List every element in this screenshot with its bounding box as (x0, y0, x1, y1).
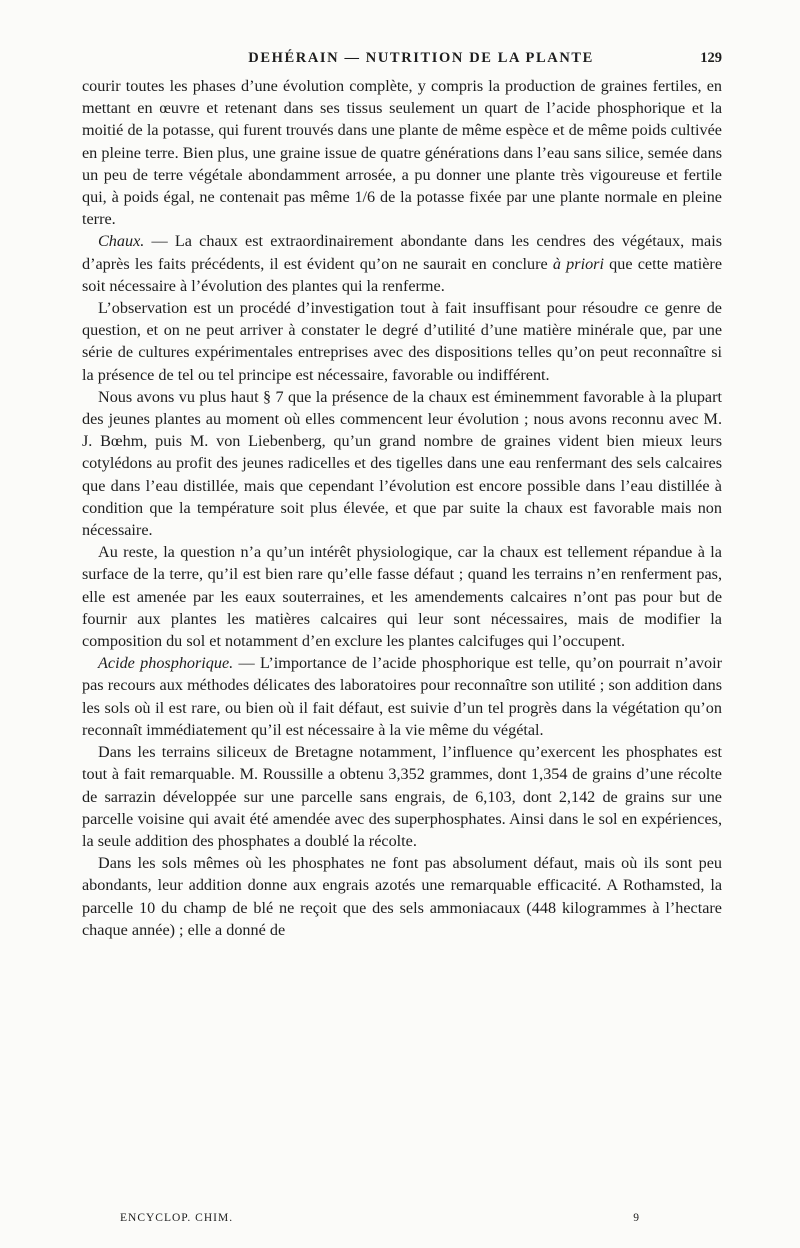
running-title: DEHÉRAIN — NUTRITION DE LA PLANTE (248, 50, 594, 66)
footer-signature: ENCYCLOP. CHIM. (120, 1212, 234, 1224)
page-number: 129 (700, 50, 722, 66)
running-header (82, 50, 722, 67)
body-text (82, 75, 722, 941)
paragraph-7: Dans les terrains siliceux de Bretagne notamment, l’influence qu’exercent les phosphates est tout à fait remarquable. M. Roussille a obtenu 3,352 grammes, dont 1,354 de grains d’une récolte de sarrazin développée sur une parcelle sans engrais, de 6,103, dont 2,142 de grains sur une parcelle voisine qui avait été amendée avec des superphosphates. Ainsi dans le sol en expériences, la seule addition des phosphates a doublé la récolte. (82, 743, 722, 850)
paragraph-5: Au reste, la question n’a qu’un intérêt physiologique, car la chaux est tellement répandue à la surface de la terre, qu’il est bien rare qu’elle fasse défaut ; quand les terrains n’en renferment pas, elle est amenée par les eaux souterraines, et les amendements calcaires n’ont pas pour but de fournir aux plantes les matières calcaires qui leur sont nécessaires, mais de modifier la composition du sol et notamment d’en exclure les plantes calcifuges qui l’occupent. (82, 543, 722, 651)
paragraph-8: Dans les sols mêmes où les phosphates ne font pas absolument défaut, mais où ils sont peu abondants, leur addition donne aux engrais azotés une remarquable efficacité. A Rothamsted, la parcelle 10 du champ de blé ne reçoit que des sels ammoniacaux (448 kilogrammes à l’hectare chaque année) ; elle a donné de (82, 854, 722, 939)
section-lead-acide: Acide phosphorique. (98, 654, 234, 673)
section-lead-chaux: Chaux. (98, 232, 145, 251)
paragraph-4: Nous avons vu plus haut § 7 que la présence de la chaux est éminemment favorable à la plupart des jeunes plantes au moment où elles commencent leur évolution ; nous avons reconnu avec M. J. Bœhm, puis M. von Liebenberg, qu’un grand nombre de graines vident bien mieux leurs cotylédons au profit des jeunes radicelles et des tigelles dans une eau renfermant des sels calcaires que dans l’eau distillée, mais que cependant l’évolution est encore possible dans l’eau distillée à condition que la température soit plus élevée, et que par suite la chaux est favorable mais non nécessaire. (82, 387, 722, 540)
paragraph-1: courir toutes les phases d’une évolution complète, y compris la production de graines fertiles, en mettant en œuvre et retenant dans ses tissus seulement un quart de l’acide phosphorique et la moitié de la potasse, qui furent trouvés dans une plante de même espèce et de même poids cultivée en pleine terre. Bien plus, une graine issue de quatre générations dans l’eau sans silice, semée dans un peu de terre végétale abondamment arrosée, a pu donner une plante très vigoureuse et fertile qui, à poids égal, ne contenait pas même 1/6 de la potasse fixée par une plante normale en pleine terre. (82, 77, 722, 229)
paragraph-acide-phosphorique: Acide phosphorique. — L’importance de l’acide phosphorique est telle, qu’on pourrait n’avoir pas recours aux méthodes délicates des laboratoires pour reconnaître son utilité ; son addition dans les sols où il est rare, ou bien où il fait défaut, est suivie d’un tel progrès dans la végétation qu’on reconnaît immédiatement qu’il est nécessaire à la vie même du végétal. (82, 654, 722, 739)
footer-sheet-number: 9 (633, 1212, 640, 1224)
page (82, 50, 722, 941)
paragraph-chaux: Chaux. — La chaux est extraordinairement abondante dans les cendres des végétaux, mais d’après les faits précédents, il est évident qu’on ne saurait en conclure à priori que cette matière soit nécessaire à l’évolution des plantes qui la renferme. (82, 232, 723, 295)
paragraph-3: L’observation est un procédé d’investigation tout à fait insuffisant pour résoudre ce genre de question, et on ne peut arriver à constater le degré d’utilité d’une matière minérale que, par une série de cultures expérimentales entreprises avec des dispositions telles qu’on peut reconnaître si la présence de tel ou tel principe est nécessaire, favorable ou indifférent. (82, 299, 722, 384)
page-footer (120, 1212, 640, 1224)
